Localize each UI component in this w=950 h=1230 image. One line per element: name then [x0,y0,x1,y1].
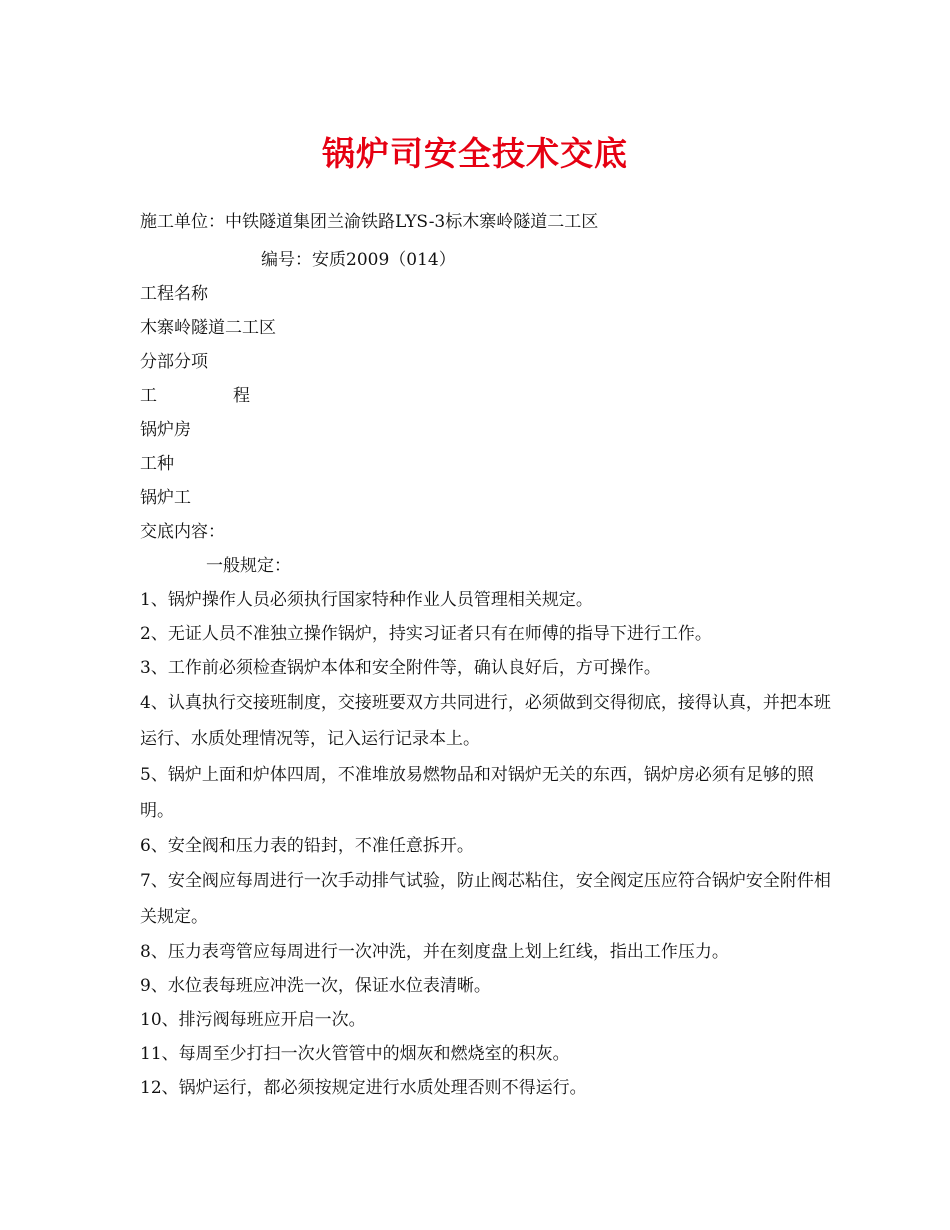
sub-project-label-2 [140,379,840,413]
rule-item-9: 9、水位表每班应冲洗一次，保证水位表清晰。 [140,976,491,996]
construction-unit-line: 施工单位：中铁隧道集团兰渝铁路LYS-3标木寨岭隧道二工区 [140,212,599,232]
rule-item-6: 6、安全阀和压力表的铅封，不准任意拆开。 [140,836,474,856]
rule-item-10: 10、排污阀每班应开启一次。 [140,1010,366,1030]
general-heading: 一般规定： [206,556,291,576]
rule-item-8: 8、压力表弯管应每周进行一次冲洗，并在刻度盘上划上红线，指出工作压力。 [140,942,729,962]
rule-item-12: 12、锅炉运行，都必须按规定进行水质处理否则不得运行。 [140,1078,587,1098]
document-body [140,205,840,1105]
document-code-line: 编号：安质2009（014） [261,250,456,270]
project-name-label: 工程名称 [140,284,208,304]
sub-project-label-2a: 工 [140,386,157,406]
rule-item-1: 1、锅炉操作人员必须执行国家特种作业人员管理相关规定。 [140,590,593,610]
sub-project-label-2b: 程 [233,386,250,406]
rule-item-7: 7、安全阀应每周进行一次手动排气试验，防止阀芯粘住，安全阀定压应符合锅炉安全附件相关规定。 [140,871,831,927]
rule-item-11: 11、每周至少打扫一次火管管中的烟灰和燃烧室的积灰。 [140,1044,570,1064]
sub-project-label: 分部分项 [140,352,208,372]
rule-item-3: 3、工作前必须检查锅炉本体和安全附件等，确认良好后，方可操作。 [140,658,661,678]
rule-item-4: 4、认真执行交接班制度，交接班要双方共同进行，必须做到交得彻底，接得认真，并把本班运行、水质处理情况等，记入运行记录本上。 [140,693,831,749]
project-name-value: 木寨岭隧道二工区 [140,318,276,338]
sub-project-value: 锅炉房 [140,420,191,440]
rule-item-2: 2、无证人员不准独立操作锅炉，持实习证者只有在师傅的指导下进行工作。 [140,624,712,644]
content-label: 交底内容： [140,522,225,542]
document-title: 锅炉司安全技术交底 [322,134,628,173]
rule-item-5: 5、锅炉上面和炉体四周，不准堆放易燃物品和对锅炉无关的东西，锅炉房必须有足够的照明。 [140,765,814,821]
trade-value: 锅炉工 [140,488,191,508]
trade-label: 工种 [140,454,174,474]
